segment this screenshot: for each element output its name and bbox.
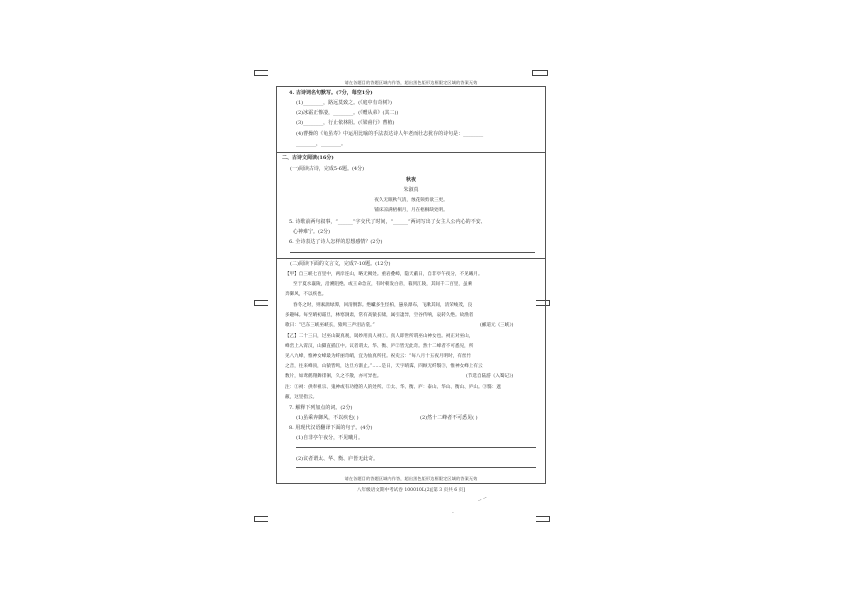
- right-bottom-mark: [536, 516, 550, 522]
- right-top-corner-mark: [532, 70, 548, 76]
- q7-item-b: (2)然十二峰者不可悉见( ): [420, 415, 478, 421]
- yi-line-3: 见八九峰，惟神女峰最为纤丽奇峭，宜为仙真所托。祝史云：“每八月十五夜月明时，有丝竹: [285, 354, 472, 359]
- q4-line-1: (1)________，路远莫致之。(《庭中有奇树》): [296, 100, 392, 106]
- note-line-2: 蔽，这里指云。: [285, 395, 318, 400]
- q5-line-b: 心神难宁。(2分): [293, 229, 331, 235]
- yi-line-1: 【乙】二十三日，过巫山凝真观，谒妙用真人祠①。真人即世所谓巫山神女也。祠正对巫山，: [285, 334, 474, 339]
- section3-sub2: (二)阅读下面的文言文，完成7-10题。(12分): [290, 261, 391, 267]
- q5-line-a: 5. 诗歌前两句叙事，“______”字交代了时间，“______”两词写出了女主人公内心的不安、: [289, 219, 486, 225]
- jia-line-6: 歌曰：“巴东三峡巫峡长，猿鸣三声泪沾裳。”: [285, 323, 375, 328]
- q6: 6. 全诗表达了诗人怎样的思想感情？(2分): [289, 239, 383, 245]
- footer-notice: 请在各题目的答题区域内作答，超出黑色矩形边框限定区域的答案无效: [344, 476, 478, 481]
- header-notice: 请在各题目的答题区域内作答，超出黑色矩形边框限定区域的答案无效: [344, 80, 478, 85]
- left-top-corner-mark: [254, 70, 268, 76]
- scan-mark-2: ·: [452, 510, 454, 517]
- scan-mark: ╌ ╌: [476, 494, 489, 505]
- note-line-1: 注：①祠：供奉祖宗、鬼神或有功德的人的处所。②太、华、衡、庐：泰山、华山、衡山、庐山。③翳：遮: [285, 385, 501, 390]
- jia-line-2: 至于夏水襄陵，沿溯阻绝。或王命急宣，有时朝发白帝，暮到江陵，其间千二百里，虽乘: [293, 282, 473, 287]
- q4-title: 4. 古诗词名句默写。(7分，每空1分): [289, 90, 373, 96]
- poem-title: 秋夜: [405, 177, 416, 183]
- poem-author: 朱淑真: [403, 187, 419, 193]
- q4-line-4b: ________，________。: [296, 141, 347, 147]
- q8-answer-line-1: [296, 447, 536, 448]
- q7-item-a: (1)虽乘奔御风，不以疾也( ): [296, 415, 359, 421]
- left-middle-mark: [254, 300, 268, 306]
- section2-sub1: (一)阅读古诗，完成5-6题。(4分): [290, 166, 365, 172]
- poem-line-1: 夜久无眠秋气清，烛花频剪欲三更。: [374, 198, 448, 203]
- section-divider-1: [276, 152, 546, 153]
- q8-title: 8. 用现代汉语翻译下面的句子。(4分): [289, 425, 373, 431]
- q8-item-b: (2)议者谓太、华、衡、庐皆无此奇。: [296, 456, 379, 462]
- jia-line-4: 春冬之时，则素湍绿潭，回清倒影。绝巘多生怪柏，悬泉瀑布，飞漱其间，清荣峻茂，良: [293, 303, 473, 308]
- jia-line-1: 【甲】自三峡七百里中，两岸连山，略无阙处。重岩叠嶂，隐天蔽日，自非亭午夜分，不见曦月。: [285, 272, 483, 277]
- yi-line-4: 之音，往来峰顶，山猿皆鸣，达旦方渐止。”……是日，天宇晴霁，四顾无纤翳③，惟神女峰上有云: [285, 364, 483, 369]
- q4-line-3: (3)________，行止依林阻。(《梁甫行》曹植): [296, 120, 395, 126]
- q8-answer-line-2: [296, 467, 536, 468]
- section-divider-2: [276, 258, 546, 259]
- yi-line-2: 峰峦上入霄汉，山脚直插江中。议者谓太、华、衡、庐②皆无此奇。然十二峰者不可悉见，所: [285, 344, 474, 349]
- jia-line-3: 奔御风，不以疾也。: [285, 292, 327, 297]
- yi-line-5: 数片，如鸾鹤翔舞徘徊，久之不散，亦可异也。: [285, 374, 382, 379]
- page-label: 八年级语文期中考试卷 100010L(2)[第 3 页共 6 页]: [356, 488, 466, 493]
- q8-item-a: (1)自非亭午夜分，不见曦月。: [296, 435, 364, 441]
- q7-title: 7. 解释下列加点的词。(2分): [289, 405, 353, 411]
- q4-line-4: (4)曹操的《龟虽寿》中运用比喻的手法表达诗人年老而壮志犹存的诗句是：________: [296, 131, 484, 137]
- jia-source: (郦道元《三峡》): [480, 323, 514, 328]
- jia-line-5: 多趣味。每至晴初霜旦，林寒涧肃，常有高猿长啸，属引凄异，空谷传响，哀转久绝。故渔者: [285, 313, 474, 318]
- section2-title: 二、古诗文阅读(16分): [282, 155, 334, 161]
- q4-line-2: (2)冰霜正惨凄，________。(《赠从弟》(其二)): [296, 110, 399, 116]
- left-bottom-mark: [254, 516, 268, 522]
- poem-line-2: 铺床凉满梧桐月，月在梧桐缺处明。: [374, 208, 448, 213]
- yi-source: (节选自陆游《入蜀记》): [466, 374, 514, 379]
- q6-answer-line-1: [290, 252, 535, 253]
